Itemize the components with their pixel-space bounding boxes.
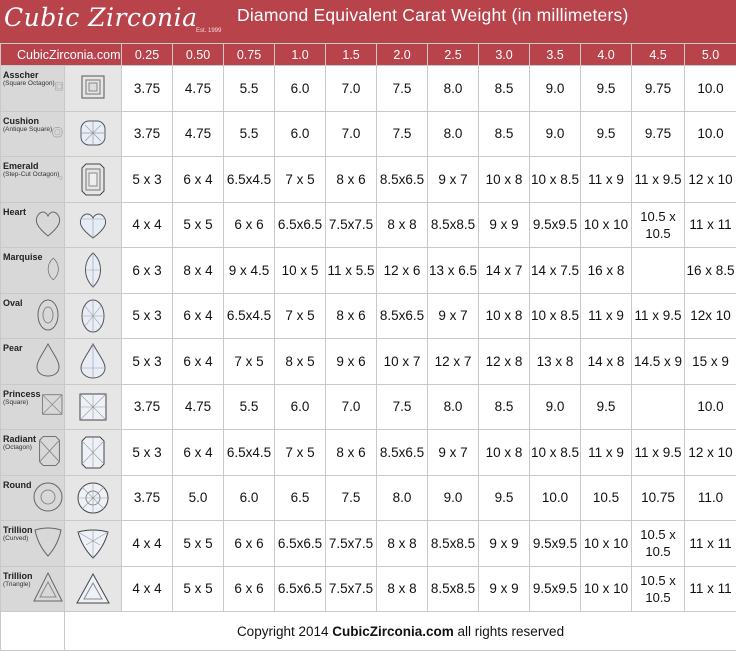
shape-row bbox=[1, 111, 736, 157]
size-cell: 7.5x7.5 bbox=[326, 566, 377, 612]
size-cell: 11 x 9 bbox=[581, 157, 632, 203]
shape-name: Trillion bbox=[3, 571, 33, 581]
size-cell: 8.0 bbox=[428, 384, 479, 430]
size-cell: 6 x 6 bbox=[224, 566, 275, 612]
shape-subtitle: (Step-Cut Octagon) bbox=[3, 171, 59, 179]
size-cell: 6.5x4.5 bbox=[224, 293, 275, 339]
size-cell: 8.5x8.5 bbox=[428, 566, 479, 612]
size-cell: 9 x 9 bbox=[479, 566, 530, 612]
size-cell: 6.5x6.5 bbox=[275, 566, 326, 612]
size-cell: 9.5 bbox=[581, 384, 632, 430]
shape-row bbox=[1, 521, 736, 567]
size-cell: 7 x 5 bbox=[275, 430, 326, 476]
size-cell: 3.75 bbox=[122, 384, 173, 430]
size-cell: 10 x 5 bbox=[275, 248, 326, 294]
carat-header: 3.0 bbox=[479, 44, 530, 66]
size-cell: 6.5x4.5 bbox=[224, 157, 275, 203]
shape-photo-cell bbox=[65, 475, 122, 521]
pear-icon bbox=[73, 343, 113, 379]
size-cell: 4.75 bbox=[173, 111, 224, 157]
size-cell: 8 x 8 bbox=[377, 521, 428, 567]
asscher-outline-icon bbox=[55, 70, 63, 104]
size-cell: 11 x 11 bbox=[685, 566, 736, 612]
shape-photo-cell bbox=[65, 66, 122, 112]
emerald-outline-icon bbox=[59, 161, 63, 195]
size-cell: 6.0 bbox=[275, 384, 326, 430]
shape-photo-cell bbox=[65, 566, 122, 612]
page-title: Diamond Equivalent Carat Weight (in millimeters) bbox=[237, 5, 629, 26]
size-cell: 10.5 bbox=[581, 475, 632, 521]
size-cell: 5 x 3 bbox=[122, 293, 173, 339]
size-cell: 15 x 9 bbox=[685, 339, 736, 385]
size-cell: 14 x 7 bbox=[479, 248, 530, 294]
size-cell: 7 x 5 bbox=[275, 293, 326, 339]
size-cell: 5.5 bbox=[224, 66, 275, 112]
shape-photo-cell bbox=[65, 293, 122, 339]
shape-subtitle: (Square) bbox=[3, 399, 41, 407]
shape-photo-cell bbox=[65, 157, 122, 203]
size-cell: 8.5x8.5 bbox=[428, 521, 479, 567]
size-cell: 8.5 bbox=[479, 66, 530, 112]
size-cell: 4 x 4 bbox=[122, 202, 173, 248]
size-cell bbox=[632, 248, 685, 294]
size-cell: 6 x 4 bbox=[173, 293, 224, 339]
size-cell: 12 x 10 bbox=[685, 430, 736, 476]
size-cell: 5 x 5 bbox=[173, 202, 224, 248]
size-cell: 10.75 bbox=[632, 475, 685, 521]
size-cell: 9.0 bbox=[530, 66, 581, 112]
shape-name: Emerald bbox=[3, 161, 59, 171]
size-cell: 9.75 bbox=[632, 111, 685, 157]
shape-name: Asscher bbox=[3, 70, 55, 80]
size-cell: 9 x 6 bbox=[326, 339, 377, 385]
oval-icon bbox=[73, 298, 113, 334]
title-banner bbox=[0, 0, 736, 43]
carat-size-table bbox=[0, 43, 736, 651]
size-cell: 9 x 7 bbox=[428, 430, 479, 476]
shape-name-cell bbox=[1, 566, 65, 612]
shape-name: Trillion bbox=[3, 525, 33, 535]
size-cell bbox=[632, 384, 685, 430]
size-cell: 9.5 bbox=[479, 475, 530, 521]
shape-name: Round bbox=[3, 480, 32, 490]
shape-subtitle: (Triangle) bbox=[3, 581, 33, 589]
size-cell: 7 x 5 bbox=[224, 339, 275, 385]
size-cell: 3.75 bbox=[122, 111, 173, 157]
size-cell: 5 x 3 bbox=[122, 339, 173, 385]
size-cell: 11 x 5.5 bbox=[326, 248, 377, 294]
copyright-suffix: all rights reserved bbox=[454, 624, 564, 639]
size-cell: 8 x 6 bbox=[326, 430, 377, 476]
size-cell: 10 x 7 bbox=[377, 339, 428, 385]
shape-name-cell bbox=[1, 521, 65, 567]
size-cell: 6 x 4 bbox=[173, 339, 224, 385]
shape-name-cell bbox=[1, 339, 65, 385]
size-cell: 9.5x9.5 bbox=[530, 202, 581, 248]
size-cell: 10 x 8.5 bbox=[530, 430, 581, 476]
size-cell: 4 x 4 bbox=[122, 566, 173, 612]
size-cell: 7.5 bbox=[326, 475, 377, 521]
size-cell: 9.0 bbox=[530, 111, 581, 157]
shape-name: Oval bbox=[3, 298, 23, 308]
cushion-outline-icon bbox=[52, 116, 63, 150]
size-cell: 10.0 bbox=[685, 111, 736, 157]
size-cell: 8 x 4 bbox=[173, 248, 224, 294]
footer-row bbox=[1, 612, 736, 651]
size-cell: 10 x 10 bbox=[581, 521, 632, 567]
size-cell: 9 x 9 bbox=[479, 202, 530, 248]
size-cell: 10 x 10 bbox=[581, 566, 632, 612]
size-cell: 11 x 9.5 bbox=[632, 430, 685, 476]
size-cell: 12x 10 bbox=[685, 293, 736, 339]
size-cell: 9.5 bbox=[581, 111, 632, 157]
round-outline-icon bbox=[33, 480, 63, 514]
shape-name-cell bbox=[1, 202, 65, 248]
shape-name-cell bbox=[1, 66, 65, 112]
size-cell: 8.5 bbox=[479, 111, 530, 157]
size-cell: 5 x 3 bbox=[122, 157, 173, 203]
carat-header: 0.75 bbox=[224, 44, 275, 66]
size-cell: 4 x 4 bbox=[122, 521, 173, 567]
size-cell: 6 x 6 bbox=[224, 202, 275, 248]
carat-header: 4.0 bbox=[581, 44, 632, 66]
shape-subtitle: (Square Octagon) bbox=[3, 80, 55, 88]
shape-row bbox=[1, 157, 736, 203]
size-cell: 8.5x6.5 bbox=[377, 293, 428, 339]
size-cell: 8.5x6.5 bbox=[377, 157, 428, 203]
carat-header: 2.0 bbox=[377, 44, 428, 66]
size-cell: 8.0 bbox=[428, 66, 479, 112]
size-cell: 4.75 bbox=[173, 384, 224, 430]
shape-photo-cell bbox=[65, 248, 122, 294]
logo-established: Est. 1999 bbox=[196, 28, 221, 34]
size-cell: 8 x 6 bbox=[326, 157, 377, 203]
size-cell: 9.75 bbox=[632, 66, 685, 112]
size-cell: 11 x 9.5 bbox=[632, 293, 685, 339]
size-cell: 6.0 bbox=[275, 111, 326, 157]
size-cell: 10 x 8 bbox=[479, 157, 530, 203]
size-cell: 10 x 8 bbox=[479, 430, 530, 476]
size-cell: 6 x 4 bbox=[173, 430, 224, 476]
size-cell: 11 x 11 bbox=[685, 521, 736, 567]
radiant-outline-icon bbox=[36, 434, 63, 468]
size-cell: 6.5x4.5 bbox=[224, 430, 275, 476]
size-cell: 12 x 6 bbox=[377, 248, 428, 294]
size-cell: 11 x 9 bbox=[581, 293, 632, 339]
carat-header: 1.5 bbox=[326, 44, 377, 66]
size-cell: 9 x 7 bbox=[428, 293, 479, 339]
trillion-curved-outline-icon bbox=[33, 525, 63, 559]
shape-row bbox=[1, 339, 736, 385]
shape-photo-cell bbox=[65, 339, 122, 385]
shape-name: Pear bbox=[3, 343, 23, 353]
size-cell: 12 x 10 bbox=[685, 157, 736, 203]
carat-header: 0.25 bbox=[122, 44, 173, 66]
size-cell: 7.5 bbox=[377, 66, 428, 112]
size-cell: 11 x 9 bbox=[581, 430, 632, 476]
size-cell: 10.5 x 10.5 bbox=[632, 521, 685, 567]
size-cell: 8 x 8 bbox=[377, 566, 428, 612]
shape-name-cell bbox=[1, 293, 65, 339]
princess-outline-icon bbox=[41, 389, 63, 423]
trillion-curved-icon bbox=[73, 525, 113, 561]
logo-text: Cubic Zirconia bbox=[4, 3, 198, 32]
heart-outline-icon bbox=[33, 207, 63, 241]
size-cell: 8.5x6.5 bbox=[377, 430, 428, 476]
trillion-triangle-icon bbox=[73, 571, 113, 607]
shape-photo-cell bbox=[65, 111, 122, 157]
emerald-icon bbox=[73, 161, 113, 197]
logo[interactable] bbox=[0, 0, 230, 43]
size-cell: 9 x 9 bbox=[479, 521, 530, 567]
shape-subtitle: (Antique Square) bbox=[3, 126, 52, 134]
cushion-icon bbox=[73, 116, 113, 152]
shape-name-cell bbox=[1, 157, 65, 203]
carat-header: 2.5 bbox=[428, 44, 479, 66]
shape-photo-cell bbox=[65, 430, 122, 476]
size-cell: 10 x 8.5 bbox=[530, 157, 581, 203]
shape-photo-cell bbox=[65, 202, 122, 248]
shape-name-cell bbox=[1, 248, 65, 294]
size-cell: 8.0 bbox=[428, 111, 479, 157]
shape-row bbox=[1, 475, 736, 521]
size-cell: 11 x 11 bbox=[685, 202, 736, 248]
size-cell: 6.5 bbox=[275, 475, 326, 521]
size-cell: 14 x 7.5 bbox=[530, 248, 581, 294]
heart-icon bbox=[73, 207, 113, 243]
shape-name-cell bbox=[1, 430, 65, 476]
size-cell: 8 x 8 bbox=[377, 202, 428, 248]
size-cell: 10.0 bbox=[530, 475, 581, 521]
size-cell: 9 x 7 bbox=[428, 157, 479, 203]
shape-row bbox=[1, 202, 736, 248]
oval-outline-icon bbox=[33, 298, 63, 332]
size-cell: 10 x 8 bbox=[479, 293, 530, 339]
carat-header-row bbox=[1, 44, 736, 66]
size-cell: 7.5x7.5 bbox=[326, 202, 377, 248]
shape-name-cell bbox=[1, 475, 65, 521]
copyright-footer bbox=[65, 612, 736, 651]
shape-name: Cushion bbox=[3, 116, 52, 126]
shape-subtitle: (Curved) bbox=[3, 535, 33, 543]
site-link[interactable]: CubicZirconia.com bbox=[1, 44, 122, 66]
size-cell: 10.0 bbox=[685, 384, 736, 430]
shape-row bbox=[1, 248, 736, 294]
size-cell: 9.0 bbox=[530, 384, 581, 430]
size-cell: 14.5 x 9 bbox=[632, 339, 685, 385]
shape-row bbox=[1, 66, 736, 112]
carat-header: 4.5 bbox=[632, 44, 685, 66]
shape-row bbox=[1, 384, 736, 430]
size-cell: 14 x 8 bbox=[581, 339, 632, 385]
size-cell: 10 x 10 bbox=[581, 202, 632, 248]
size-cell: 5 x 5 bbox=[173, 566, 224, 612]
shape-row bbox=[1, 566, 736, 612]
size-cell: 5 x 3 bbox=[122, 430, 173, 476]
size-cell: 7 x 5 bbox=[275, 157, 326, 203]
size-cell: 7.0 bbox=[326, 384, 377, 430]
size-cell: 8.0 bbox=[377, 475, 428, 521]
shape-photo-cell bbox=[65, 521, 122, 567]
copyright-site-link[interactable]: CubicZirconia.com bbox=[332, 624, 454, 639]
copyright-prefix: Copyright 2014 bbox=[237, 624, 332, 639]
shape-photo-cell bbox=[65, 384, 122, 430]
size-cell: 8 x 5 bbox=[275, 339, 326, 385]
size-cell: 7.0 bbox=[326, 66, 377, 112]
asscher-icon bbox=[73, 70, 113, 106]
size-cell: 16 x 8.5 bbox=[685, 248, 736, 294]
size-cell: 10.5 x 10.5 bbox=[632, 566, 685, 612]
size-cell: 6 x 3 bbox=[122, 248, 173, 294]
carat-header: 3.5 bbox=[530, 44, 581, 66]
size-cell: 6.0 bbox=[224, 475, 275, 521]
size-cell: 5.0 bbox=[173, 475, 224, 521]
footer-blank-cell bbox=[1, 612, 65, 651]
size-cell: 7.5x7.5 bbox=[326, 521, 377, 567]
size-cell: 8.5 bbox=[479, 384, 530, 430]
shape-row bbox=[1, 430, 736, 476]
size-cell: 6.5x6.5 bbox=[275, 521, 326, 567]
carat-header: 1.0 bbox=[275, 44, 326, 66]
size-cell: 6 x 6 bbox=[224, 521, 275, 567]
carat-header: 0.50 bbox=[173, 44, 224, 66]
size-cell: 6.0 bbox=[275, 66, 326, 112]
size-cell: 16 x 8 bbox=[581, 248, 632, 294]
size-cell: 12 x 8 bbox=[479, 339, 530, 385]
shape-name: Heart bbox=[3, 207, 26, 217]
size-cell: 9.0 bbox=[428, 475, 479, 521]
size-cell: 3.75 bbox=[122, 66, 173, 112]
marquise-icon bbox=[73, 252, 113, 288]
shape-name: Marquise bbox=[3, 252, 43, 262]
size-cell: 8.5x8.5 bbox=[428, 202, 479, 248]
size-cell: 6 x 4 bbox=[173, 157, 224, 203]
size-cell: 7.5 bbox=[377, 111, 428, 157]
size-cell: 4.75 bbox=[173, 66, 224, 112]
pear-outline-icon bbox=[33, 343, 63, 377]
princess-icon bbox=[73, 389, 113, 425]
size-cell: 5.5 bbox=[224, 384, 275, 430]
size-cell: 9.5 bbox=[581, 66, 632, 112]
size-cell: 11 x 9.5 bbox=[632, 157, 685, 203]
size-cell: 7.0 bbox=[326, 111, 377, 157]
size-cell: 11.0 bbox=[685, 475, 736, 521]
size-cell: 5.5 bbox=[224, 111, 275, 157]
trillion-triangle-outline-icon bbox=[33, 571, 63, 605]
shape-name-cell bbox=[1, 384, 65, 430]
marquise-outline-icon bbox=[43, 252, 63, 286]
shape-name: Princess bbox=[3, 389, 41, 399]
size-cell: 6.5x6.5 bbox=[275, 202, 326, 248]
size-cell: 13 x 6.5 bbox=[428, 248, 479, 294]
shape-row bbox=[1, 293, 736, 339]
shape-subtitle: (Octagon) bbox=[3, 444, 36, 452]
round-icon bbox=[73, 480, 113, 516]
size-cell: 12 x 7 bbox=[428, 339, 479, 385]
size-cell: 9 x 4.5 bbox=[224, 248, 275, 294]
size-cell: 13 x 8 bbox=[530, 339, 581, 385]
size-cell: 5 x 5 bbox=[173, 521, 224, 567]
size-cell: 9.5x9.5 bbox=[530, 566, 581, 612]
size-cell: 10 x 8.5 bbox=[530, 293, 581, 339]
size-cell: 3.75 bbox=[122, 475, 173, 521]
carat-header: 5.0 bbox=[685, 44, 736, 66]
size-cell: 10.5 x 10.5 bbox=[632, 202, 685, 248]
size-cell: 7.5 bbox=[377, 384, 428, 430]
shape-name-cell bbox=[1, 111, 65, 157]
size-cell: 10.0 bbox=[685, 66, 736, 112]
shape-name: Radiant bbox=[3, 434, 36, 444]
size-cell: 9.5x9.5 bbox=[530, 521, 581, 567]
size-cell: 8 x 6 bbox=[326, 293, 377, 339]
radiant-icon bbox=[73, 434, 113, 470]
